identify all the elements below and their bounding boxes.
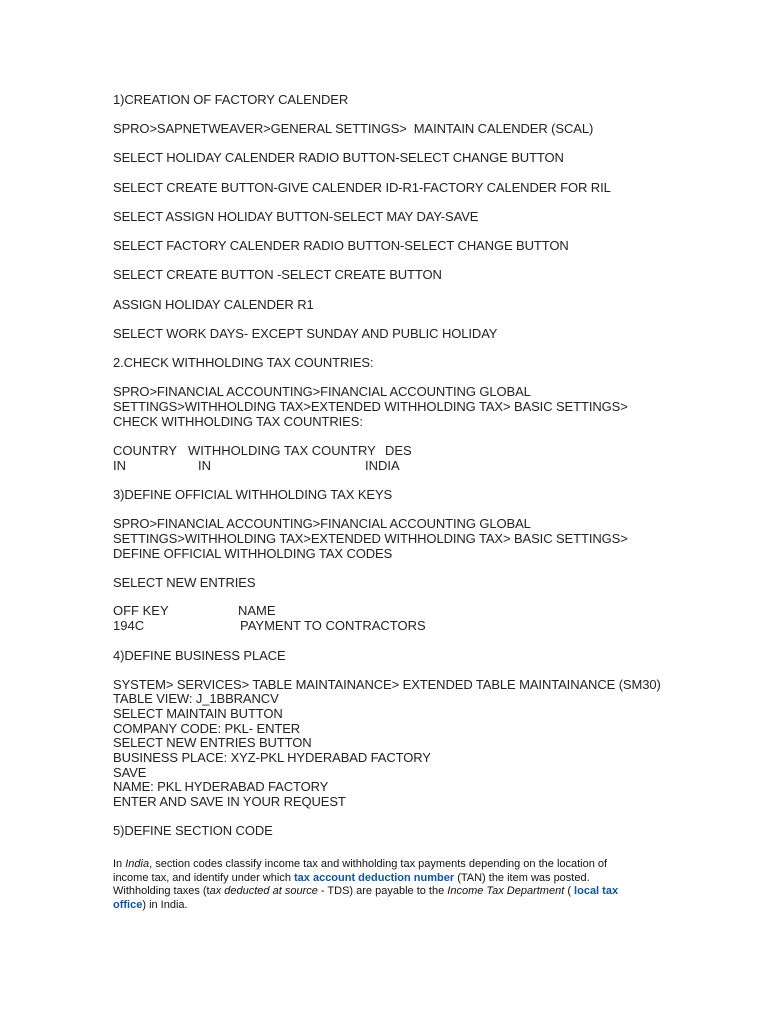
income-tax-department-term: Income Tax Department: [447, 885, 565, 897]
table-header-name: NAME: [238, 603, 276, 618]
section-4-line-8: NAME: PKL HYDERABAD FACTORY: [113, 779, 329, 794]
section-1-title: 1)CREATION OF FACTORY CALENDER: [113, 92, 349, 107]
section-4-line-3: SELECT MAINTAIN BUTTON: [113, 706, 283, 721]
tax-deducted-at-source-term: ax deducted at source: [209, 885, 318, 897]
section-4-line-9: ENTER AND SAVE IN YOUR REQUEST: [113, 794, 346, 809]
section-3-menu-path-1: SPRO>FINANCIAL ACCOUNTING>FINANCIAL ACCOUNTING GLOBAL: [113, 516, 531, 531]
section-4-line-2: TABLE VIEW: J_1BBRANCV: [113, 691, 279, 706]
section-1-step-7: SELECT WORK DAYS- EXCEPT SUNDAY AND PUBLIC HOLIDAY: [113, 326, 498, 341]
section-1-step-5: SELECT CREATE BUTTON -SELECT CREATE BUTTON: [113, 267, 442, 282]
table-header-off-key: OFF KEY: [113, 603, 169, 618]
section-3-menu-path-2: SETTINGS>WITHHOLDING TAX>EXTENDED WITHHOLDING TAX> BASIC SETTINGS>: [113, 531, 628, 546]
india-term: India: [125, 858, 150, 870]
section-4-line-5: SELECT NEW ENTRIES BUTTON: [113, 735, 312, 750]
section-1-step-1: SELECT HOLIDAY CALENDER RADIO BUTTON-SELECT CHANGE BUTTON: [113, 150, 564, 165]
table-header-des: DES: [385, 443, 412, 458]
paragraph-text-6: ) in India.: [142, 898, 188, 911]
paragraph-text-3: (TAN) the item was posted. Withholding taxes (t: [113, 871, 590, 897]
section-1-step-4: SELECT FACTORY CALENDER RADIO BUTTON-SELECT CHANGE BUTTON: [113, 238, 569, 253]
local-tax-office-link[interactable]: local tax office: [113, 885, 619, 911]
section-1-step-6: ASSIGN HOLIDAY CALENDER R1: [113, 297, 314, 312]
section-2-menu-path-3: CHECK WITHHOLDING TAX COUNTRIES:: [113, 414, 363, 429]
section-4-title: 4)DEFINE BUSINESS PLACE: [113, 648, 286, 663]
section-3-menu-path-3: DEFINE OFFICIAL WITHHOLDING TAX CODES: [113, 546, 393, 561]
section-2-menu-path-2: SETTINGS>WITHHOLDING TAX>EXTENDED WITHHOLDING TAX> BASIC SETTINGS>: [113, 399, 628, 414]
paragraph-text-4: - TDS) are payable to the: [317, 885, 448, 897]
section-3-title: 3)DEFINE OFFICIAL WITHHOLDING TAX KEYS: [113, 487, 393, 502]
section-1-step-2: SELECT CREATE BUTTON-GIVE CALENDER ID-R1-FACTORY CALENDER FOR RIL: [113, 180, 611, 195]
table-cell-country: IN: [113, 458, 126, 473]
table-header-wht-country: WITHHOLDING TAX COUNTRY: [188, 443, 376, 458]
paragraph-text-1: In: [113, 858, 126, 870]
table-header-country: COUNTRY: [113, 443, 178, 458]
section-3-step-1: SELECT NEW ENTRIES: [113, 575, 256, 590]
table-cell-off-key: 194C: [113, 618, 145, 633]
tax-account-deduction-number-link[interactable]: tax account deduction number: [294, 871, 455, 884]
section-code-paragraph: [113, 858, 643, 912]
table-cell-wht-country: IN: [198, 458, 211, 473]
paragraph-text-5: (: [564, 885, 575, 897]
section-4-line-4: COMPANY CODE: PKL- ENTER: [113, 721, 301, 736]
section-1-menu-path: SPRO>SAPNETWEAVER>GENERAL SETTINGS> MAINTAIN CALENDER (SCAL): [113, 121, 594, 136]
section-4-line-1: SYSTEM> SERVICES> TABLE MAINTAINANCE> EXTENDED TABLE MAINTAINANCE (SM30): [113, 677, 661, 692]
section-4-line-7: SAVE: [113, 765, 147, 780]
section-1-step-3: SELECT ASSIGN HOLIDAY BUTTON-SELECT MAY DAY-SAVE: [113, 209, 479, 224]
section-2-menu-path-1: SPRO>FINANCIAL ACCOUNTING>FINANCIAL ACCOUNTING GLOBAL: [113, 384, 531, 399]
section-5-title: 5)DEFINE SECTION CODE: [113, 823, 273, 838]
table-cell-des: INDIA: [365, 458, 400, 473]
section-4-line-6: BUSINESS PLACE: XYZ-PKL HYDERABAD FACTORY: [113, 750, 431, 765]
paragraph-text-2: , section codes classify income tax and withholding tax payments depending on the location of income tax, and identify under which: [113, 858, 608, 884]
section-2-title: 2.CHECK WITHHOLDING TAX COUNTRIES:: [113, 355, 374, 370]
table-cell-name: PAYMENT TO CONTRACTORS: [240, 618, 426, 633]
